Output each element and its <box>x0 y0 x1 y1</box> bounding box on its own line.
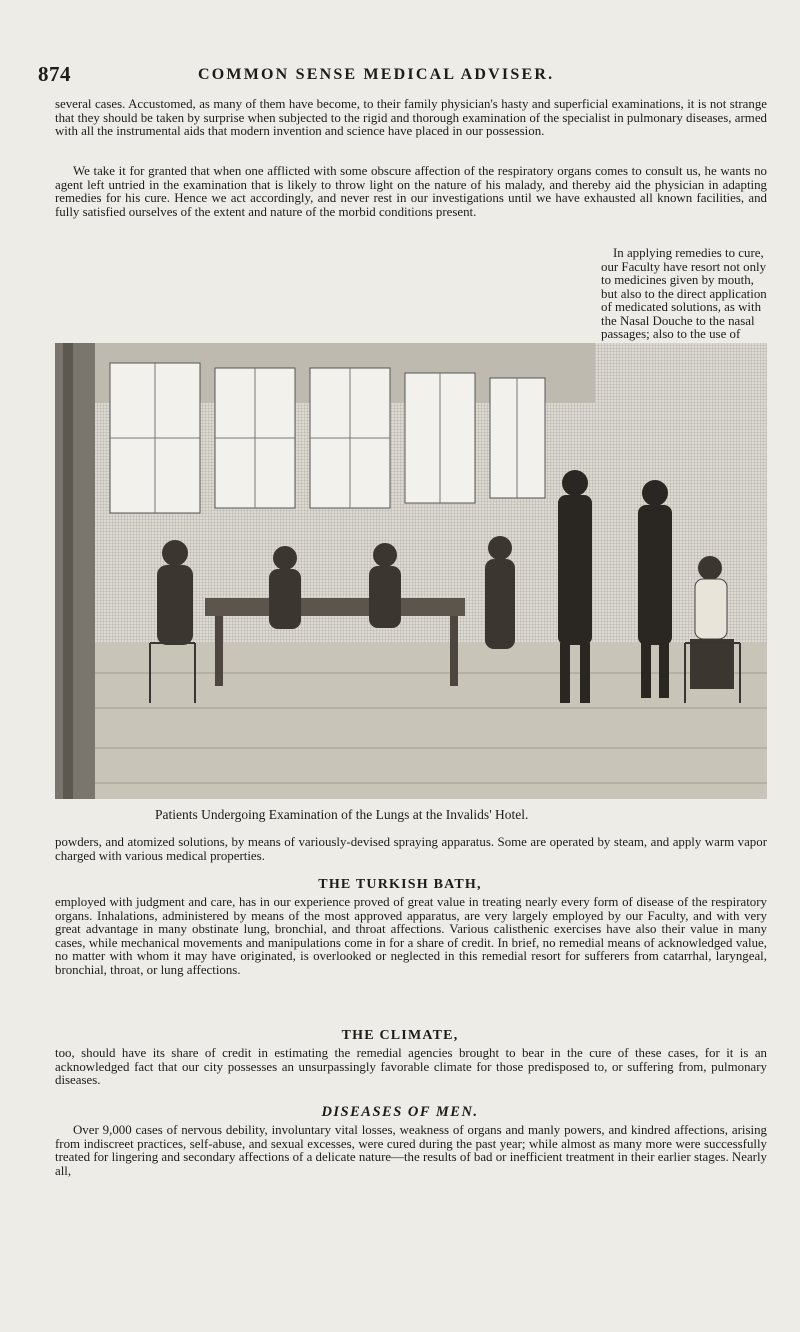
figure-caption: Patients Undergoing Examination of the Lungs at the Invalids' Hotel. <box>155 807 529 822</box>
heading-diseases-of-men: DISEASES OF MEN. <box>321 1104 479 1120</box>
table-top <box>205 598 465 616</box>
climate-paragraph: too, should have its share of credit in estimating the remedial agencies brought to bear in the cure of these cases, for it is an acknowledged fact that our city possesses an unsurpassingly favorable climate for those predisposed to, or suffering from, pulmonary diseases. <box>55 1046 767 1088</box>
left-pillar <box>55 343 95 799</box>
table-leg <box>450 616 458 686</box>
intro-paragraph-1: several cases. Accustomed, as many of them have become, to their family physician's hasty and superficial examinations, it is not strange that they should be taken by surprise when subjected to the rigid and thorough examination of the specialist in pulmonary diseases, armed with all the instrumental aids that modern invention and science have placed in our possession. <box>55 97 767 139</box>
engraving-illustration <box>55 343 767 799</box>
table-leg <box>215 616 223 686</box>
seated-figures <box>157 536 515 649</box>
heading-climate: THE CLIMATE, <box>341 1028 459 1043</box>
heading-turkish-bath: THE TURKISH BATH, <box>318 877 482 892</box>
patient-figure <box>690 556 734 689</box>
side-column-text: In applying remedies to cure, our Faculty have resort not only to medicines given by mouth, but also to the direct application of medicated solutions, as with the Nasal Douche to the nasal passages; also to the use of <box>601 246 767 342</box>
page-number: 874 <box>38 62 71 86</box>
post-figure-paragraph: powders, and atomized solutions, by means of variously-devised spraying apparatus. Some are operated by steam, and apply warm vapor charged with various medical properties. <box>55 835 767 863</box>
pillar-shade <box>63 343 73 799</box>
running-head <box>38 62 778 92</box>
intro-paragraph-2: We take it for granted that when one afflicted with some obscure affection of the respiratory organs comes to consult us, he wants no agent left untried in the examination that is likely to throw light on the nature of his malady, and thereby aid the physician in adapting remedies for his cure. Hence we act accordingly, and never rest in our investigations until we have exhausted all known facilities, and fully satisfied ourselves of the extent and nature of the morbid conditions present. <box>55 164 767 219</box>
diseases-paragraph: Over 9,000 cases of nervous debility, involuntary vital losses, weakness of organs and manly powers, and kindred affections, arising from indiscreet practices, self-abuse, and sexual excesses, were cured during the past year; while almost as many more were successfully treated for lingering and secondary affections of a delicate nature—the results of bad or inefficient treatment in their earlier stages. Nearly all, <box>55 1123 767 1178</box>
running-title: COMMON SENSE MEDICAL ADVISER. <box>198 66 555 83</box>
turkish-bath-paragraph: employed with judgment and care, has in our experience proved of great value in treating nearly every form of disease of the respiratory organs. Inhalations, administered by means of the most approved apparatus, are very largely employed by our Faculty, and with very great advantage in many obstinate lung, bronchial, and throat affections. Various calisthenic exercises have also their value in many cases, while mechanical movements and manipulations come in for a share of credit. In brief, no remedial means of acknowledged value, no matter with whom it may have originated, is overlooked or neglected in this remedial resort for sufferers from catarrhal, laryngeal, bronchial, throat, or lung affections. <box>55 895 767 977</box>
engraving-drawing <box>55 343 767 799</box>
